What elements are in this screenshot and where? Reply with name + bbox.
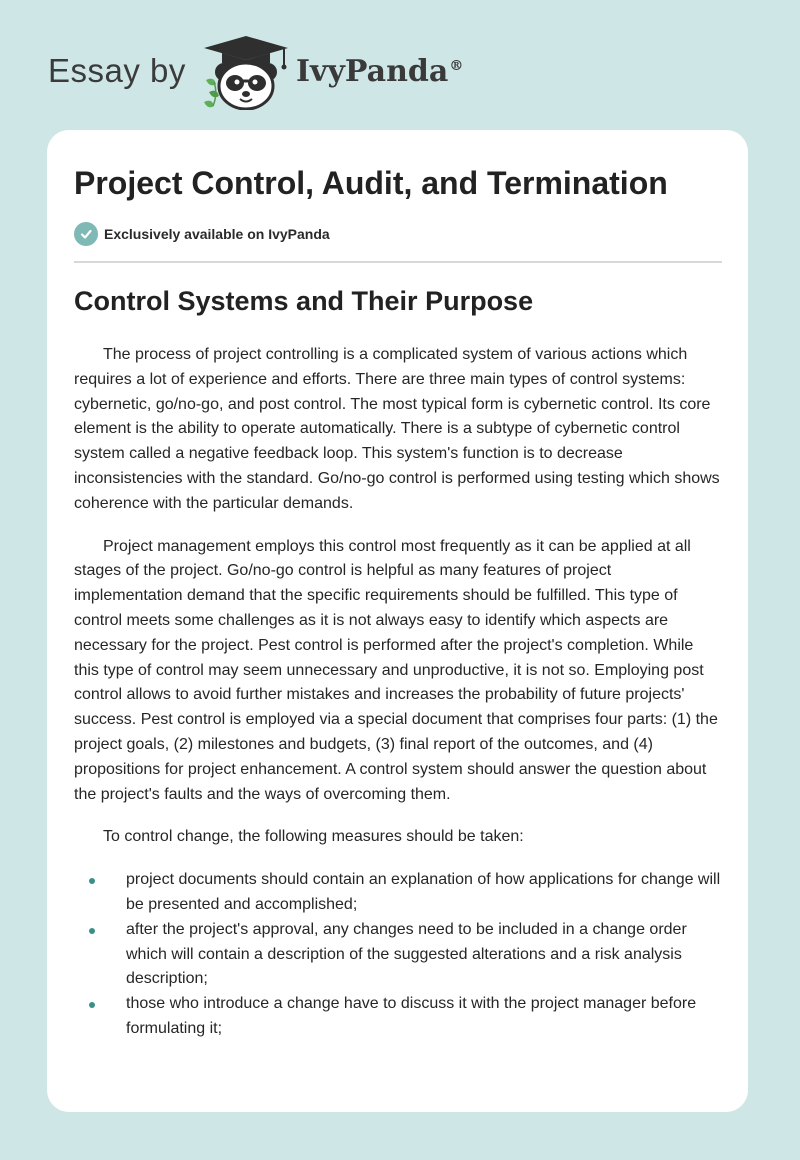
badge-text: Exclusively available on IvyPanda [104,226,330,242]
site-header [0,0,800,120]
list-item [74,868,722,918]
registered-mark: ® [449,58,464,74]
check-icon [74,222,98,246]
bullet-icon [89,1002,95,1008]
brand-name[interactable] [296,54,463,89]
list-item-text: project documents should contain an explanation of how applications for change will be presented and accomplished; [126,871,721,913]
essay-by-label: Essay by [48,52,186,89]
measures-list [74,868,722,1042]
panda-logo-icon[interactable] [200,36,292,110]
brand-text: IvyPanda [296,54,449,89]
list-item [74,992,722,1042]
exclusive-badge [74,222,330,246]
list-item [74,918,722,992]
list-item-text: those who introduce a change have to discuss it with the project manager before formulating it; [126,995,697,1037]
section-heading: Control Systems and Their Purpose [74,286,534,316]
paragraph: The process of project controlling is a complicated system of various actions which requires a lot of experience and efforts. There are three main types of control systems: cybernetic, go/no-go, and post control. The most typical form is cybernetic control. Its core element is the ability to operate automatically. There is a subtype of cybernetic control system called a negative feedback loop. This system's function is to decrease inconsistencies with the standard. Go/no-go control is performed using testing which shows coherence with the particular demands. [74,346,720,512]
essay-card [47,130,748,1112]
title-divider [74,261,722,263]
paragraph: To control change, the following measures should be taken: [103,828,524,846]
list-item-text: after the project's approval, any changes need to be included in a change order which will contain a description of the suggested alterations and a risk analysis description; [126,920,687,988]
paragraph: Project management employs this control most frequently as it can be applied at all stages of the project. Go/no-go control is helpful as many features of project implementation demand that the specific requirements should be fulfilled. This type of control meets some challenges as it is not always easy to identify which aspects are necessary for the project. Pest control is performed after the project's completion. While this type of control may seem unnecessary and unproductive, it is not so. Employing post control allows to avoid further mistakes and increases the probability of future projects' success. Pest control is employed via a special document that comprises four parts: (1) the project goals, (2) milestones and budgets, (3) final report of the outcomes, and (4) propositions for project enhancement. A control system should answer the question about the project's faults and the ways of overcoming them. [74,537,718,803]
essay-body [74,343,722,1042]
essay-title: Project Control, Audit, and Termination [74,165,668,201]
bullet-icon [89,928,95,934]
bullet-icon [89,878,95,884]
